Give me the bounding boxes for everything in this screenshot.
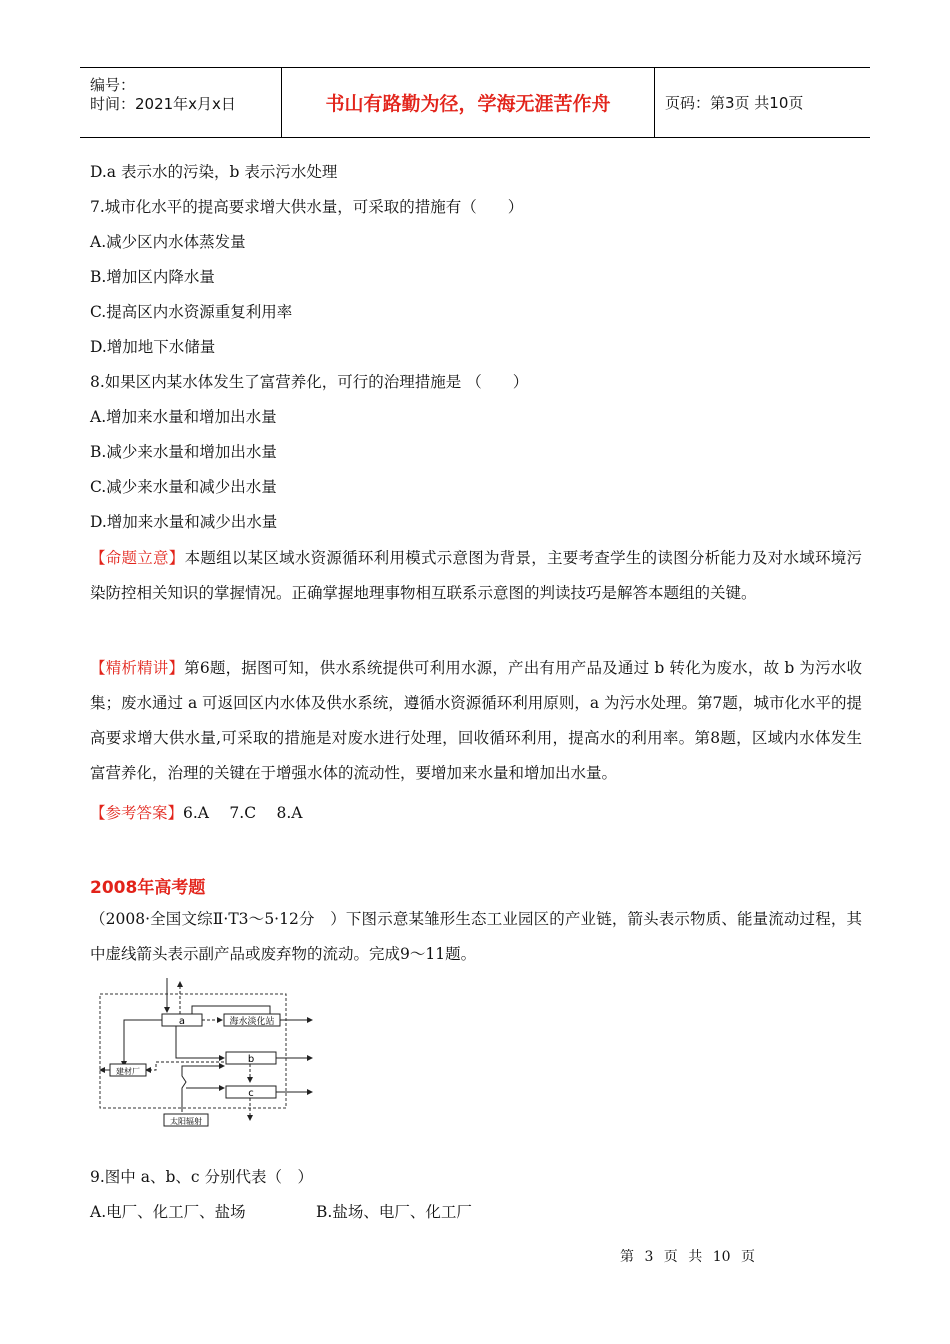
option-8a: A.增加来水量和增加出水量 [90,408,277,426]
header-page-info: 页码：第3页 共10页 [665,94,804,112]
header-motto: 书山有路勤为径，学海无涯苦作舟 [282,68,655,137]
box-solar-label: 太阳辐射 [170,1117,202,1126]
box-b-label: b [247,1054,255,1065]
option-6d: D.a 表示水的污染，b 表示污水处理 [90,163,338,181]
page-footer: 第 3 页 共 10 页 [620,1249,755,1265]
box-c-label: c [248,1088,254,1099]
option-7c: C.提高区内水资源重复利用率 [90,303,293,321]
industrial-chain-diagram [96,978,326,1130]
option-7a: A.减少区内水体蒸发量 [90,233,246,251]
section-intro: （2008·全国文综Ⅱ·T3～5·12分 ）下图示意某雏形生态工业园区的产业链，箭头表示物质、能量流动过程，其中虚线箭头表示副产品或废弃物的流动。完成9～11题。 [90,910,862,963]
option-8d: D.增加来水量和减少出水量 [90,513,278,531]
intent-tag: 【命题立意】 [90,549,185,567]
page-header [80,67,870,138]
section-title: 2008年高考题 [90,878,206,898]
box-desalination-label: 海水淡化站 [229,1017,275,1027]
explain-text: 第6题，据图可知，供水系统提供可利用水源，产出有用产品及通过 b 转化为废水，故 b 为污水收集；废水通过 a 可返回区内水体及供水系统，遵循水资源循环利用原则，a 为污水处理。第7题，城市化水平的提高要求增大供水量,可采取的措施是对废水进行处理，回收循环利用，提高水的利用率。第8题，区域内水体发生富营养化，治理的关键在于增强水体的流动性，要增加来水量和增加出水量。 [90,659,862,782]
option-7b: B.增加区内降水量 [90,268,215,286]
number-label: 编号： [90,76,136,94]
date-label: 时间：2021年x月x日 [90,95,236,113]
question-7: 7.城市化水平的提高要求增大供水量，可采取的措施有（ ） [90,198,524,216]
box-building-label: 建材厂 [116,1067,140,1076]
box-a-label: a [178,1016,186,1027]
intent-text: 本题组以某区域水资源循环利用模式示意图为背景，主要考查学生的读图分析能力及对水域环境污染防控相关知识的掌握情况。正确掌握地理事物相互联系示意图的判读技巧是解答本题组的关键。 [90,549,862,602]
question-8: 8.如果区内某水体发生了富营养化，可行的治理措施是 （ ） [90,373,529,391]
option-8c: C.减少来水量和减少出水量 [90,478,277,496]
question-9: 9.图中 a、b、c 分别代表（ ） [90,1168,313,1186]
explain-tag: 【精析精讲】 [90,659,185,677]
header-meta [80,68,282,137]
answer-tag: 【参考答案】 [90,804,184,822]
option-7d: D.增加地下水储量 [90,338,216,356]
intent-paragraph [90,541,862,611]
explain-paragraph [90,651,862,791]
option-8b: B.减少来水量和增加出水量 [90,443,277,461]
answer-paragraph [90,796,862,831]
option-9b: B.盐场、电厂、化工厂 [316,1203,472,1221]
answer-text: 6.A 7.C 8.A [183,804,303,822]
option-9a: A.电厂、化工厂、盐场 [90,1203,246,1221]
